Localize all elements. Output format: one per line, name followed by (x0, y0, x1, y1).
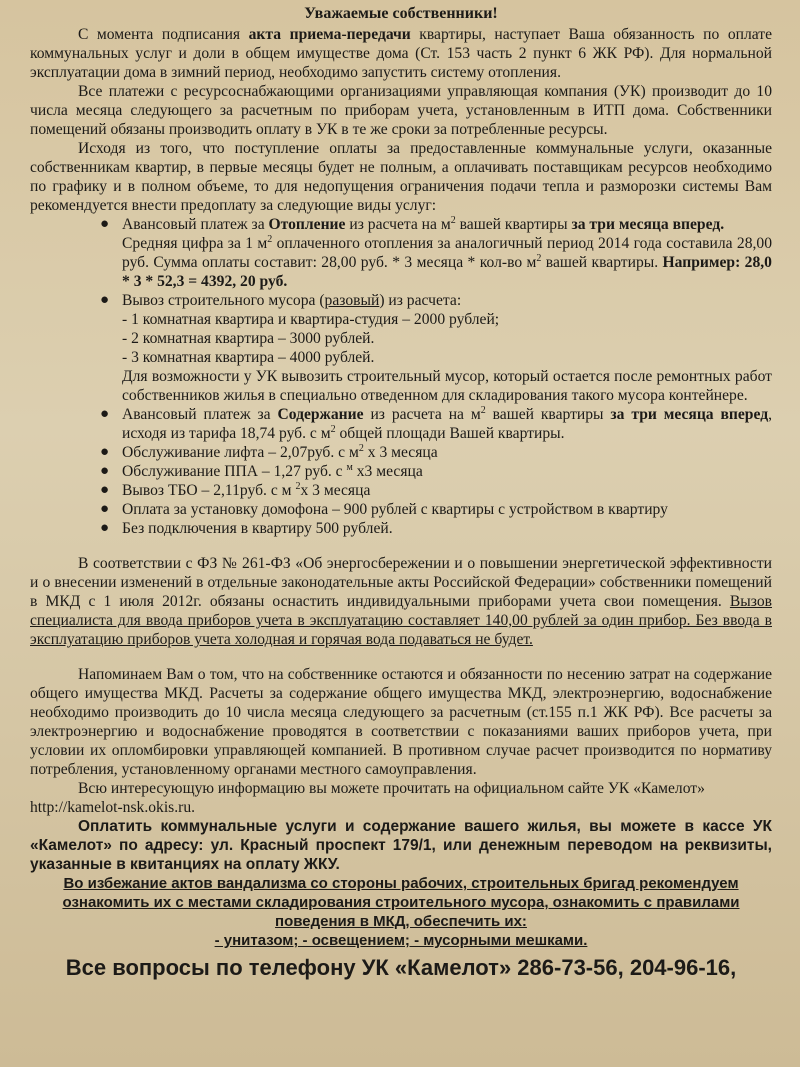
bullet-icon: ● (100, 520, 110, 536)
bullet-icon: ● (100, 463, 110, 479)
info-paragraph: Всю интересующую информацию вы можете прочитать на официальном сайте УК «Камелот» (78, 780, 705, 797)
list-item-lift: ● Обслуживание лифта – 2,07руб. с $м^2$ х 3 месяца (100, 442, 438, 461)
bullet-icon: ● (100, 501, 110, 517)
payment-paragraph: Оплатить коммунальные услуги и содержание вашего жилья, вы можете в кассе УК «Камелот» по адресу: ул. Красный проспект 179/1, или денежным переводом на реквизиты, указанные в квитанциях на оплату ЖКУ. (30, 818, 772, 873)
meter-commissioning-warning: Вызов специалиста для ввода приборов учета в эксплуатацию составляет 140,00 рублей за один прибор. Без ввода в эксплуатацию приборов учета холодная и горячая вода подаваться не будет. (30, 593, 772, 648)
list-item-intercom: ● Оплата за установку домофона – 900 рублей с квартиры с устройством в квартиру (100, 501, 668, 518)
contact-phones: Все вопросы по телефону УК «Камелот» 286-73-56, 204-96-16, (65, 955, 737, 980)
bullet-icon: ● (100, 292, 110, 308)
law-paragraph: В соответствии с ФЗ № 261-ФЗ «Об энергосбережении и о повышении энергетической эффективности и о внесении изменений в отдельные законодательные акты Российской Федерации» собственники помещений в МКД с 1 июля 2012г. обязаны оснастить индивидуальными приборами учета свои помещения. Вызов специалиста для ввода приборов учета в эксплуатацию составляет 140,00 рублей за один прибор. Без ввода в эксплуатацию приборов учета холодная и горячая вода подаваться не будет. (30, 555, 772, 648)
document-title: Уважаемые собственники! (304, 5, 498, 22)
heating-example: Например: 28,0 * 3 * 52,3 = 4392, 20 руб. (122, 254, 772, 290)
debris-note: Для возможности у УК вывозить строительный мусор, который остается после ремонтных работ собственников жилья в специально отведенном для складирования такого мусора контейнере. (122, 368, 772, 404)
list-item-maintenance: ● Авансовый платеж за Содержание из расчета на $м^2$ вашей квартиры за три месяца вперед, исходя из тарифа 18,74 руб. с $м^2$ общей площади Вашей квартиры. (100, 404, 772, 442)
list-item-debris: ● Вывоз строительного мусора (разовый) из расчета: - 1 комнатная квартира и квартира-студия – 2000 рублей; - 2 комнатная квартира – 3000 рублей. - 3 комнатная квартира – 4000 рублей. Для возможности у УК вывозить строительный мусор, который остается после ремонтных работ собственников жилья в специально отведенном для складирования такого мусора контейнере. (100, 292, 772, 404)
bullet-icon: ● (100, 216, 110, 232)
bullet-icon: ● (100, 482, 110, 498)
list-item-ppa: ● Обслуживание ППА – 1,27 руб. с $^м$ х3 месяца (100, 461, 423, 480)
bullet-icon: ● (100, 444, 110, 460)
list-item-tbo: ● Вывоз ТБО – 2,11руб. с м $^2$х 3 месяца (100, 480, 371, 499)
services-list (30, 215, 772, 538)
intro-paragraph-2: Все платежи с ресурсоснабжающими организациями управляющая компания (УК) производит до 10 числа месяца следующего за расчетным по приборам учета, установленным в ИТП дома. Собственники помещений обязаны производить оплату в УК в те же сроки за потребленные ресурсы. (30, 83, 772, 138)
vandalism-notice: Во избежание актов вандализма со стороны рабочих, строительных бригад рекомендуем ознакомить их с местами складирования строительного мусора, ознакомить с правилами поведения в МКД, обеспечить их: - унитазом; - освещением; - мусорными мешками. (62, 875, 740, 949)
intro-paragraph-1: С момента подписания акта приема-передачи квартиры, наступает Ваша обязанность по оплате коммунальных услуг и доли в общем имуществе дома (Ст. 153 часть 2 пункт 6 ЖК РФ). Для нормальной эксплуатации дома в зимний период, необходимо запустить систему отопления. (30, 26, 772, 81)
list-item-heating: ● Авансовый платеж за Отопление из расчета на $м^2$ вашей квартиры за три месяца вперед. Средняя цифра за 1 $м^2$ оплаченного отопления за аналогичный период 2014 года составила 28,00 руб. Сумма оплаты составит: 28,00 руб. * 3 месяца * кол-во $м^2$ вашей квартиры. Например: 28,0 * 3 * 52,3 = 4392, 20 руб. (100, 214, 773, 290)
reminder-paragraph: Напоминаем Вам о том, что на собственнике остаются и обязанности по несению затрат на содержание общего имущества МКД. Расчеты за содержание общего имущества МКД, электроэнергию, водоснабжение необходимо производить до 10 числа месяца следующего за расчетным (ст.155 п.1 ЖК РФ). Все расчеты за электроэнергию и водоснабжение проводятся в соответствии с показаниями ваших приборов учета, при условии их опломбировки управляющей компанией. В противном случае расчет производится по нормативу потребления, установленному органами местного самоуправления. (30, 666, 772, 778)
intro-paragraph-3: Исходя из того, что поступление оплаты за предоставленные коммунальные услуги, оказанные собственникам квартир, в первые месяцы будет не полным, а оплачивать поставщикам ресурсов необходимо по графику и в полном объеме, то для недопущения ограничения подачи тепла и разморозки системы Вам рекомендуется внести предоплату за следующие виды услуг: (30, 140, 772, 214)
list-item-no-connection: ● Без подключения в квартиру 500 рублей. (100, 520, 393, 537)
bullet-icon: ● (100, 406, 110, 422)
website-url: http://kamelot-nsk.okis.ru. (30, 799, 196, 816)
